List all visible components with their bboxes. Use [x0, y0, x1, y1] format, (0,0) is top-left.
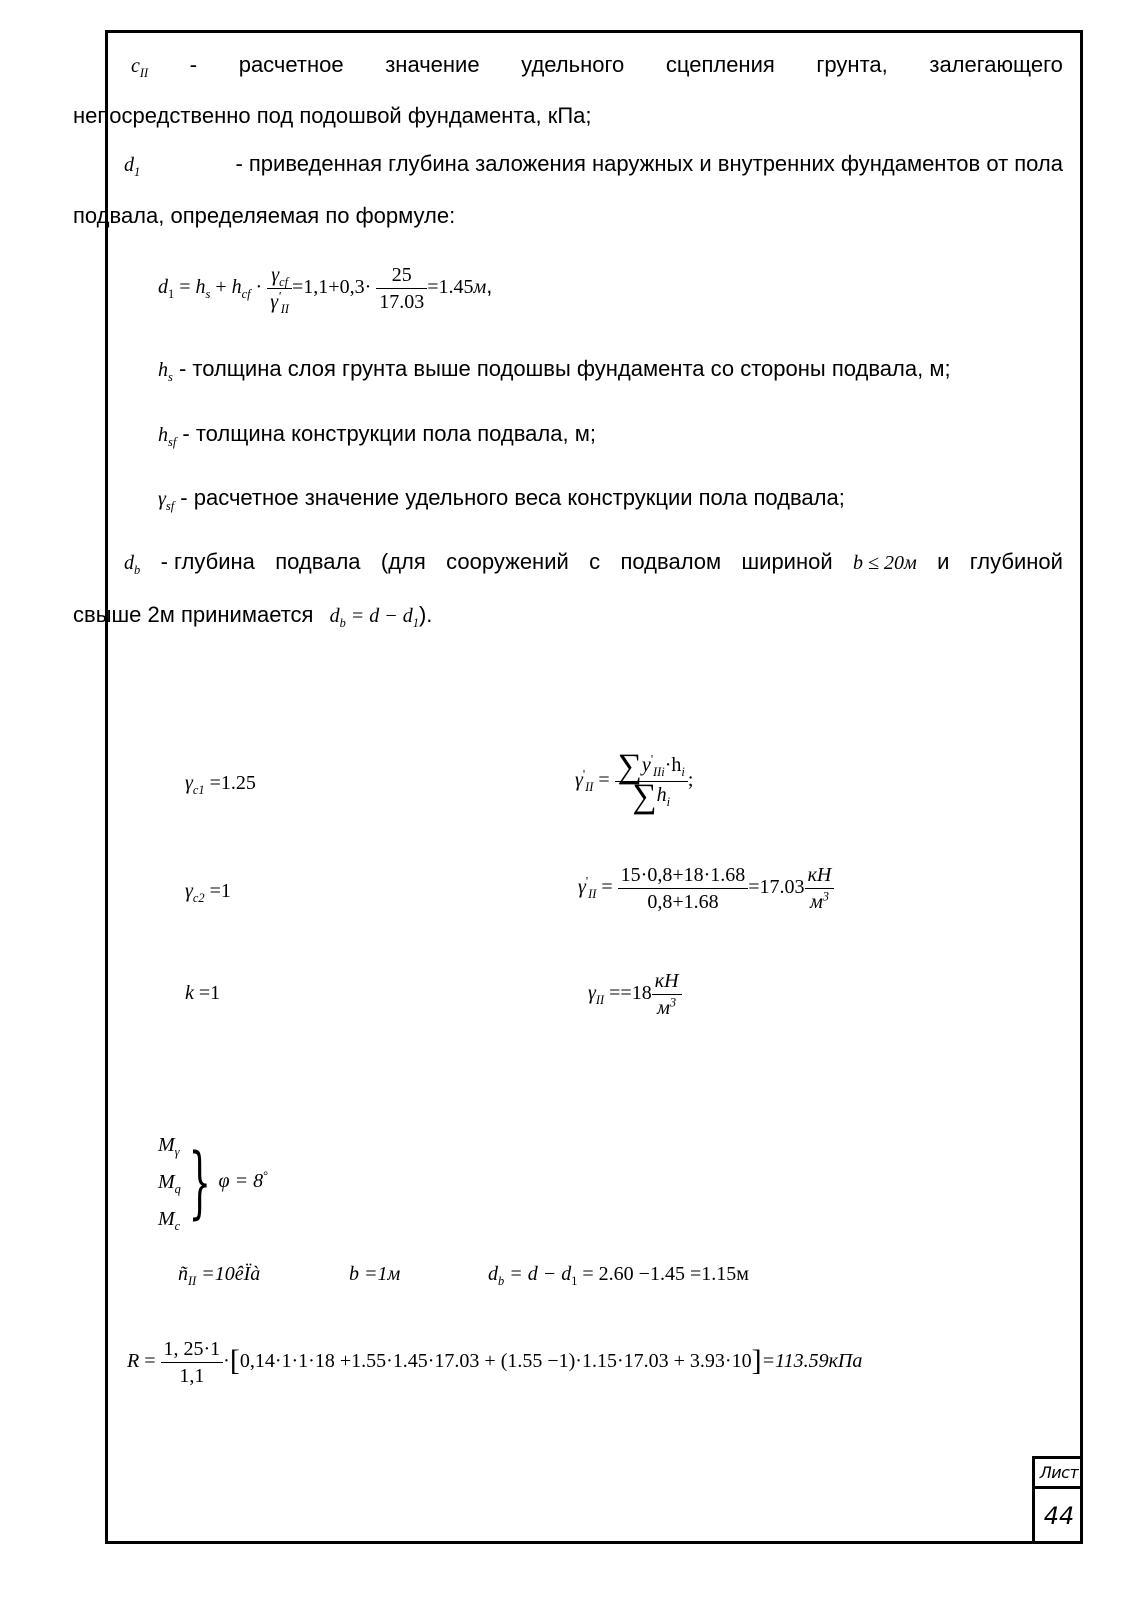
c-ii-definition-line1 [131, 52, 1063, 78]
word: подвалом [620, 549, 722, 574]
d1-symbol: $d_1$ [124, 154, 141, 179]
sheet-label: Лист [1035, 1459, 1083, 1489]
word: - [189, 52, 198, 77]
d1-definition-line1 [124, 151, 1063, 177]
word: сцепления [665, 52, 775, 77]
hsf-symbol: $h_{sf}$ [158, 424, 177, 449]
db-definition-line1 [124, 549, 1063, 575]
r-result: =113.59кПа [761, 1350, 863, 1373]
phi-value: φ = 8 [218, 1170, 264, 1193]
gamma-ii-fraction: $\frac{\sum y'_{IIi}\cdot h_i}{\sum h_i}$ [615, 752, 688, 811]
word: - глубина [160, 549, 255, 574]
gamma-ii-calc-result: =17.03 [748, 876, 805, 899]
c-ii-definition-line2: непосредственно под подошвой фундамента, кПа; [73, 103, 592, 128]
word: с [589, 549, 601, 574]
db-condition: b ≤ 20м [853, 552, 917, 574]
db-formula-inline: $d_b = d - d_1$ [329, 605, 419, 630]
d1-formula-values: =1,1+0,3· [292, 276, 372, 299]
db-symbol: $d_b$ [124, 552, 141, 577]
gamma-ii-formula: $\gamma'_{II}$ = $\frac{\sum y'_{IIi}\cdot h_i}{\sum h_i}$ ; [575, 748, 694, 815]
gamma-c1: $\gamma_{c1} =1.25$ [185, 772, 256, 797]
word: расчетное [238, 52, 344, 77]
gamma-ii-calc-fraction: $\frac{15\cdot 0,8+18\cdot 1.68}{0,8+1.68}$ [618, 862, 749, 915]
hs-definition [158, 356, 951, 382]
gamma-sf-symbol: $\gamma_{sf}$ [158, 488, 175, 513]
sheet-stamp [1032, 1456, 1083, 1544]
word: залегающего [929, 52, 1063, 77]
db-definition-line2: свыше 2м принимается $d_b = d - d_1$). [73, 602, 433, 630]
d1-result: =1.45 [427, 276, 474, 299]
sheet-number: 44 [1043, 1502, 1075, 1530]
word: (для [380, 549, 426, 574]
gamma-sf-definition [158, 485, 845, 511]
word: сооружений [446, 549, 569, 574]
db-value: $d_b = d - d_1 = 2.60 -1.45 =1.15м$ [488, 1263, 749, 1288]
gamma-ratio-fraction: $\frac{\gamma_{cf}}{\gamma'_{II}}$ [267, 262, 292, 315]
gamma-ii-value: $\gamma_{II} ==18$ $\frac{кН}{м^3}$ [588, 968, 682, 1021]
kn-per-m3-unit: $\frac{кН}{м^3}$ [652, 968, 682, 1021]
word: значение [385, 52, 480, 77]
hs-symbol: $h_s$ [158, 359, 173, 384]
word: и [937, 549, 950, 574]
b-value: b =1м [349, 1263, 401, 1285]
m-coefficients-block: $M_\gamma$ $M_q$ $M_c$ } φ = 8° [158, 1134, 269, 1233]
word: шириной [741, 549, 833, 574]
word: подвала [275, 549, 361, 574]
k-coefficient: k =1 [185, 982, 221, 1004]
hs-definition-text: - толщина слоя грунта выше подошвы фундамента со стороны подвала, м; [178, 356, 951, 381]
c-ii-symbol: $c_{II}$ [131, 55, 149, 80]
c-ii-value: $ñ_{II}$ =10êÏà [178, 1263, 261, 1288]
d1-unit: м [473, 276, 487, 299]
d1-formula: $d_1 = h_s + h_{cf}$ · $\frac{\gamma_{cf}}{\gamma'_{II}}$ =1,1+0,3· $\frac{25}{17.03}$ =1.45м, [158, 264, 493, 316]
hsf-definition [158, 421, 596, 447]
kn-per-m3-unit: $\frac{кН}{м^3}$ [805, 862, 835, 915]
d1-definition-line2: подвала, определяемая по формуле: [73, 203, 456, 228]
word: удельного [521, 52, 625, 77]
d1-definition-text: - приведенная глубина заложения наружных и внутренних фундаментов от пола [235, 151, 1063, 176]
d1-fraction: $\frac{25}{17.03}$ [376, 262, 427, 315]
r-coefficient-fraction: $\frac{1, 25\cdot 1}{1,1}$ [161, 1336, 224, 1389]
gamma-sf-definition-text: - расчетное значение удельного веса конструкции пола подвала; [180, 485, 845, 510]
hsf-definition-text: - толщина конструкции пола подвала, м; [182, 421, 596, 446]
r-formula: R = $\frac{1, 25\cdot 1}{1,1}$ ·[0,14·1·1·18 +1.55·1.45·17.03 + (1.55 −1)·1.15·17.03 + 3.93·10]=113.59кПа [127, 1338, 863, 1387]
word: грунта, [816, 52, 888, 77]
right-brace: } [188, 1137, 211, 1228]
gamma-ii-calculation: $\gamma'_{II}$ = $\frac{15\cdot 0,8+18\cdot 1.68}{0,8+1.68}$ =17.03 $\frac{кН}{м^3}$ [578, 862, 834, 915]
word: глубиной [969, 549, 1063, 574]
gamma-c2: $\gamma_{c2} =1$ [185, 880, 231, 905]
r-formula-body: 0,14·1·1·18 +1.55·1.45·17.03 + (1.55 −1)·1.15·17.03 + 3.93·10 [239, 1350, 752, 1373]
